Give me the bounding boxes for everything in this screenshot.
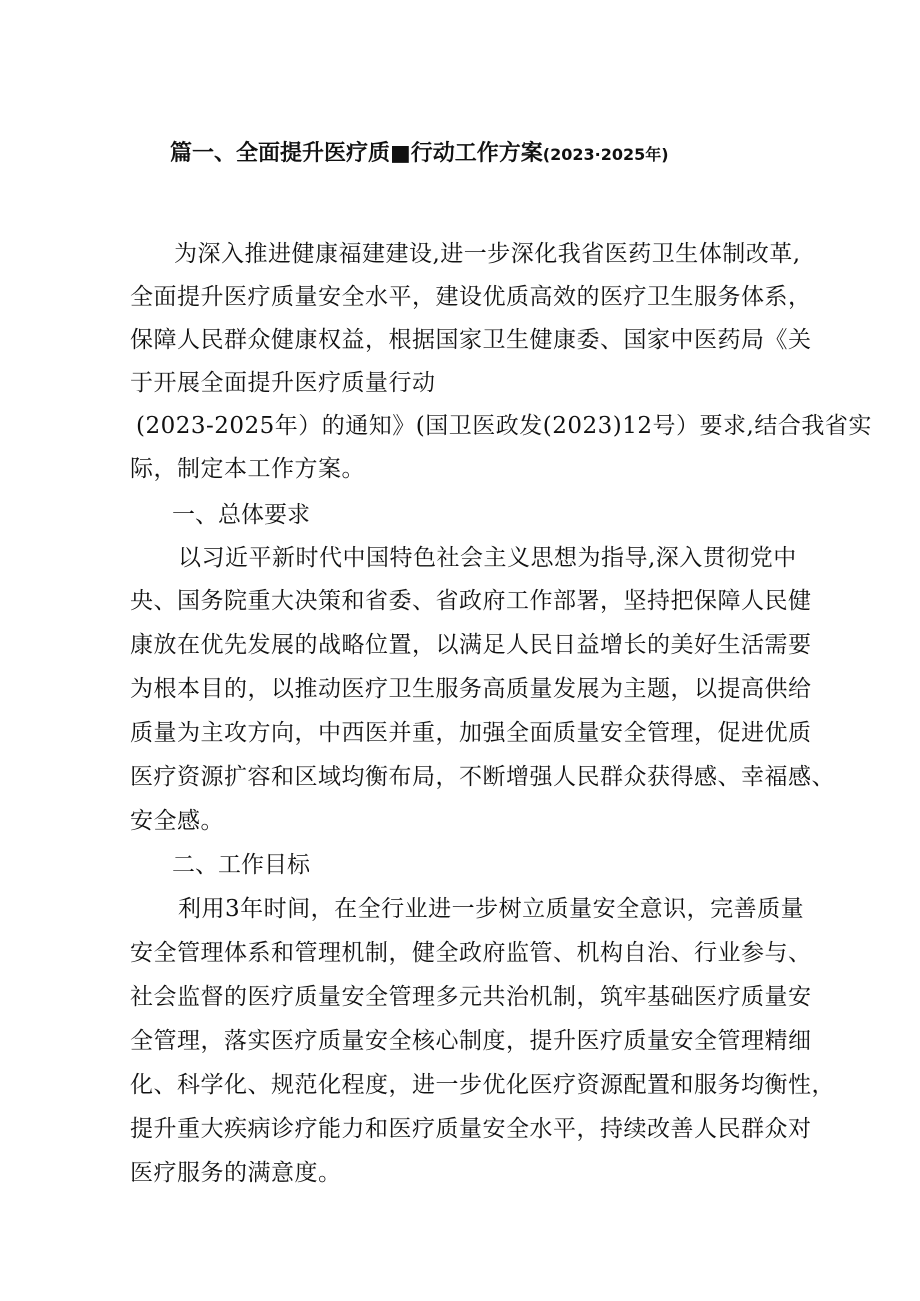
- document-title: [170, 138, 669, 171]
- section2-line: 全管理，落实医疗质量安全核心制度，提升医疗质量安全管理精细: [130, 1028, 812, 1054]
- intro-line: 保障人民群众健康权益，根据国家卫生健康委、国家中医药局《关: [130, 327, 812, 353]
- intro-line: 全面提升医疗质量安全水平，建设优质高效的医疗卫生服务体系，: [130, 284, 812, 310]
- section1-line: 医疗资源扩容和区域均衡布局，不断增强人民群众获得感、幸福感、: [130, 764, 835, 790]
- intro-line: (2023-2025年）的通知》(国卫医政发(2023)12号）要求,结合我省实: [136, 413, 872, 439]
- section1-line: 央、国务院重大决策和省委、省政府工作部署，坚持把保障人民健: [130, 588, 812, 614]
- section1-line: 为根本目的，以推动医疗卫生服务高质量发展为主题，以提高供给: [130, 676, 812, 702]
- intro-line: 为深入推进健康福建建设,进一步深化我省医药卫生体制改革,: [174, 241, 801, 267]
- section2-line: 提升重大疾病诊疗能力和医疗质量安全水平，持续改善人民群众对: [130, 1116, 812, 1142]
- section1-line: 以习近平新时代中国特色社会主义思想为指导,深入贯彻党中: [178, 545, 797, 571]
- section2-line: 医疗服务的满意度。: [130, 1160, 342, 1186]
- title-main: 篇一、全面提升医疗质■行动工作方案: [170, 141, 543, 166]
- section2-line: 社会监督的医疗质量安全管理多元共治机制，筑牢基础医疗质量安: [130, 984, 812, 1010]
- section2-line: 利用3年时间，在全行业进一步树立质量安全意识，完善质量: [178, 896, 805, 922]
- intro-line: 际，制定本工作方案。: [130, 456, 365, 482]
- section2-line: 化、科学化、规范化程度，进一步优化医疗资源配置和服务均衡性，: [130, 1072, 835, 1098]
- title-year: (2023·2025年): [542, 145, 669, 164]
- section2-line: 安全管理体系和管理机制，健全政府监管、机构自治、行业参与、: [130, 940, 812, 966]
- section1-line: 安全感。: [130, 808, 224, 834]
- section-heading-work-goals: 二、工作目标: [172, 852, 310, 878]
- intro-line: 于开展全面提升医疗质量行动: [130, 370, 436, 396]
- section1-line: 康放在优先发展的战略位置，以满足人民日益增长的美好生活需要: [130, 632, 812, 658]
- section-heading-overall-requirements: 一、总体要求: [172, 502, 310, 528]
- section1-line: 质量为主攻方向，中西医并重，加强全面质量安全管理，促进优质: [130, 720, 812, 746]
